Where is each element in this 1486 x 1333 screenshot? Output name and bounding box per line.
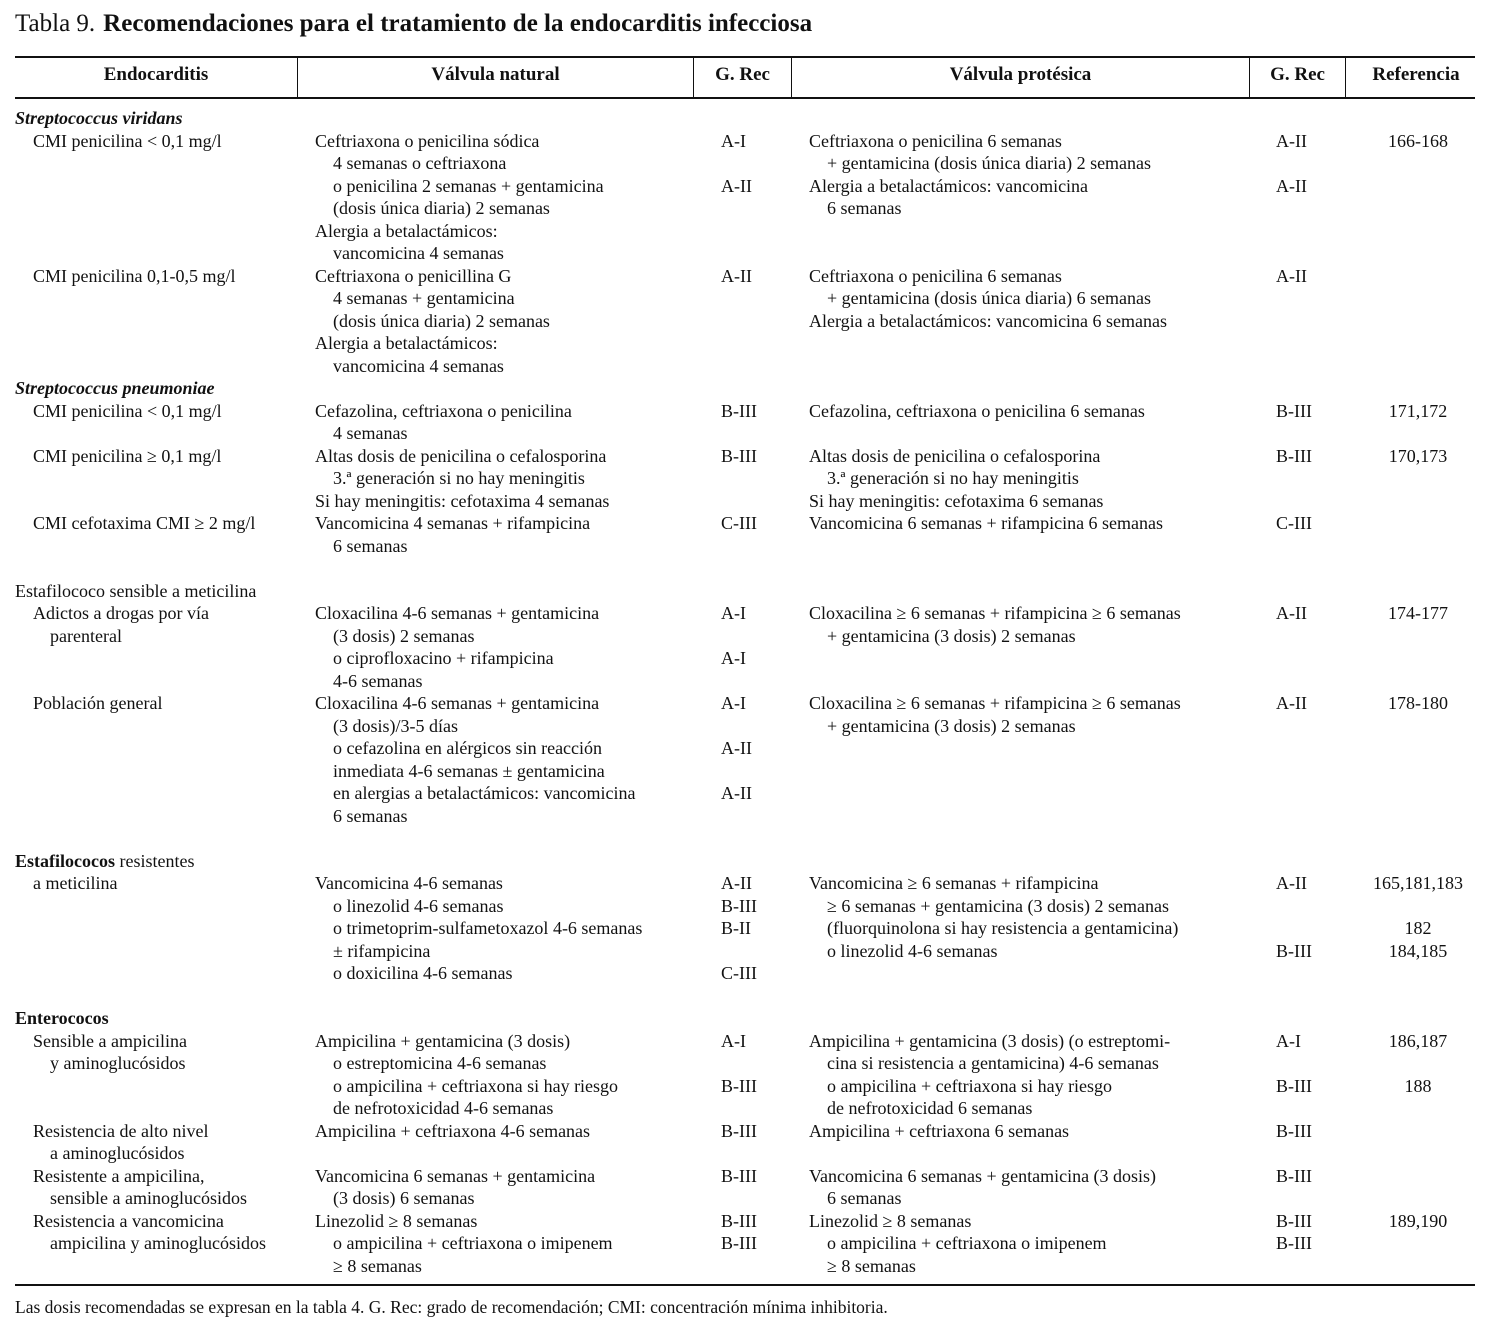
valvula-natural-cell: (3 dosis) 6 semanas — [333, 1188, 475, 1208]
grado-rec-natural-cell: A-I — [721, 131, 746, 151]
valvula-protesica-cell: o ampicilina + ceftriaxona si hay riesgo — [827, 1076, 1113, 1096]
header-valvula-natural: Válvula natural — [431, 64, 560, 85]
header-grado-rec-natural: G. Rec — [715, 64, 770, 85]
valvula-natural-cell: 4-6 semanas — [333, 671, 423, 691]
valvula-natural-cell: Vancomicina 4-6 semanas — [315, 873, 503, 893]
valvula-natural-cell: o cefazolina en alérgicos sin reacción — [333, 738, 603, 758]
grado-rec-natural-cell: B-III — [721, 1233, 757, 1253]
valvula-natural-cell: (3 dosis)/3-5 días — [333, 716, 458, 736]
valvula-protesica-cell: ≥ 8 semanas — [827, 1256, 916, 1276]
group-heading: Streptococcus viridans — [15, 108, 183, 128]
endocarditis-cell: CMI penicilina < 0,1 mg/l — [33, 401, 222, 421]
referencia-cell: 171,172 — [1388, 401, 1448, 421]
endocarditis-cell: Resistencia a vancomicina — [33, 1211, 224, 1231]
grado-rec-protesica-cell: B-III — [1276, 1166, 1312, 1186]
valvula-protesica-cell: Si hay meningitis: cefotaxima 6 semanas — [809, 491, 1104, 511]
valvula-natural-cell: (3 dosis) 2 semanas — [333, 626, 475, 646]
valvula-natural-cell: ≥ 8 semanas — [333, 1256, 422, 1276]
top-rule — [15, 56, 1475, 58]
valvula-natural-cell: en alergias a betalactámicos: vancomicina — [333, 783, 636, 803]
referencia-cell: 170,173 — [1388, 446, 1448, 466]
grado-rec-natural-cell: B-III — [721, 1166, 757, 1186]
valvula-protesica-cell: (fluorquinolona si hay resistencia a gentamicina) — [827, 918, 1179, 938]
grado-rec-protesica-cell: B-III — [1276, 401, 1312, 421]
endocarditis-cell: sensible a aminoglucósidos — [50, 1188, 247, 1208]
valvula-natural-cell: Alergia a betalactámicos: — [315, 333, 498, 353]
grado-rec-natural-cell: A-I — [721, 603, 746, 623]
endocarditis-cell: CMI penicilina ≥ 0,1 mg/l — [33, 446, 222, 466]
grado-rec-natural-cell: B-III — [721, 896, 757, 916]
grado-rec-protesica-cell: B-III — [1276, 446, 1312, 466]
valvula-protesica-cell: ≥ 6 semanas + gentamicina (3 dosis) 2 semanas — [827, 896, 1169, 916]
valvula-natural-cell: vancomicina 4 semanas — [333, 243, 504, 263]
valvula-protesica-cell: Alergia a betalactámicos: vancomicina 6 semanas — [809, 311, 1168, 331]
grado-rec-protesica-cell: A-II — [1276, 873, 1307, 893]
valvula-protesica-cell: + gentamicina (dosis única diaria) 2 semanas — [827, 153, 1152, 173]
valvula-natural-cell: o trimetoprim-sulfametoxazol 4-6 semanas — [333, 918, 643, 938]
grado-rec-natural-cell: A-II — [721, 873, 752, 893]
grado-rec-natural-cell: B-III — [721, 401, 757, 421]
grado-rec-natural-cell: A-II — [721, 738, 752, 758]
header-rule — [15, 97, 1475, 99]
valvula-protesica-cell: + gentamicina (3 dosis) 2 semanas — [827, 626, 1076, 646]
grado-rec-protesica-cell: A-II — [1276, 693, 1307, 713]
group-heading-suffix: resistentes — [114, 851, 195, 871]
valvula-protesica-cell: Vancomicina 6 semanas + rifampicina 6 semanas — [809, 513, 1164, 533]
endocarditis-cell: Estafilococo sensible a meticilina — [15, 581, 257, 601]
valvula-protesica-cell: Cefazolina, ceftriaxona o penicilina 6 semanas — [809, 401, 1145, 421]
table-caption: Recomendaciones para el tratamiento de la endocarditis infecciosa — [103, 10, 813, 37]
referencia-cell: 178-180 — [1388, 693, 1448, 713]
valvula-protesica-cell: Linezolid ≥ 8 semanas — [809, 1211, 972, 1231]
valvula-protesica-cell: 6 semanas — [827, 198, 902, 218]
valvula-protesica-cell: + gentamicina (dosis única diaria) 6 semanas — [827, 288, 1152, 308]
endocarditis-cell: CMI penicilina < 0,1 mg/l — [33, 131, 222, 151]
endocarditis-cell: Población general — [33, 693, 163, 713]
grado-rec-protesica-cell: A-II — [1276, 266, 1307, 286]
endocarditis-cell: a meticilina — [33, 873, 118, 893]
endocarditis-cell — [15, 1007, 295, 1030]
valvula-natural-cell: 6 semanas — [333, 806, 408, 826]
grado-rec-protesica-cell: B-III — [1276, 1211, 1312, 1231]
grado-rec-protesica-cell: B-III — [1276, 1076, 1312, 1096]
group-heading: Enterococos — [15, 1008, 109, 1028]
valvula-natural-cell: (dosis única diaria) 2 semanas — [333, 311, 550, 331]
referencia-cell: 182 — [1404, 918, 1432, 938]
header-endocarditis: Endocarditis — [103, 64, 209, 85]
endocarditis-cell: CMI cefotaxima CMI ≥ 2 mg/l — [33, 513, 256, 533]
referencia-cell: 189,190 — [1388, 1211, 1448, 1231]
referencia-cell: 165,181,183 — [1373, 873, 1463, 893]
valvula-protesica-cell: Vancomicina 6 semanas + gentamicina (3 dosis) — [809, 1166, 1157, 1186]
valvula-protesica-cell: Altas dosis de penicilina o cefalosporina — [809, 446, 1101, 466]
valvula-natural-cell: 4 semanas — [333, 423, 408, 443]
valvula-natural-cell: 4 semanas + gentamicina — [333, 288, 515, 308]
valvula-natural-cell: 4 semanas o ceftriaxona — [333, 153, 507, 173]
valvula-natural-cell: 6 semanas — [333, 536, 408, 556]
valvula-natural-cell: Cloxacilina 4-6 semanas + gentamicina — [315, 603, 600, 623]
valvula-protesica-cell: Ampicilina + ceftriaxona 6 semanas — [809, 1121, 1070, 1141]
grado-rec-natural-cell: A-II — [721, 266, 752, 286]
grado-rec-natural-cell: A-I — [721, 693, 746, 713]
grado-rec-natural-cell: C-III — [721, 513, 757, 533]
valvula-protesica-cell: 3.ª generación si no hay meningitis — [827, 468, 1079, 488]
header-valvula-protesica: Válvula protésica — [949, 64, 1092, 85]
valvula-natural-cell: (dosis única diaria) 2 semanas — [333, 198, 550, 218]
grado-rec-protesica-cell: A-II — [1276, 176, 1307, 196]
grado-rec-natural-cell: B-III — [721, 446, 757, 466]
grado-rec-natural-cell: A-II — [721, 176, 752, 196]
grado-rec-natural-cell: B-II — [721, 918, 751, 938]
grado-rec-protesica-cell: C-III — [1276, 513, 1312, 533]
valvula-protesica-cell: o ampicilina + ceftriaxona o imipenem — [827, 1233, 1107, 1253]
valvula-natural-cell: o ampicilina + ceftriaxona si hay riesgo — [333, 1076, 619, 1096]
valvula-natural-cell: inmediata 4-6 semanas ± gentamicina — [333, 761, 605, 781]
grado-rec-protesica-cell: B-III — [1276, 941, 1312, 961]
valvula-natural-cell: o doxicilina 4-6 semanas — [333, 963, 513, 983]
valvula-protesica-cell: Cloxacilina ≥ 6 semanas + rifampicina ≥ 6 semanas — [809, 693, 1181, 713]
valvula-natural-cell: Altas dosis de penicilina o cefalosporina — [315, 446, 607, 466]
footnote: Las dosis recomendadas se expresan en la tabla 4. G. Rec: grado de recomendación; CMI: concentración mínima inhibitoria. — [15, 1297, 888, 1317]
group-heading: Estafilococos — [15, 851, 115, 871]
grado-rec-natural-cell: A-I — [721, 648, 746, 668]
grado-rec-natural-cell: A-II — [721, 783, 752, 803]
referencia-cell: 184,185 — [1388, 941, 1448, 961]
valvula-natural-cell: 3.ª generación si no hay meningitis — [333, 468, 585, 488]
valvula-natural-cell: Linezolid ≥ 8 semanas — [315, 1211, 478, 1231]
endocarditis-cell: y aminoglucósidos — [50, 1053, 186, 1073]
endocarditis-cell — [15, 377, 295, 400]
valvula-natural-cell: Cloxacilina 4-6 semanas + gentamicina — [315, 693, 600, 713]
endocarditis-cell — [15, 850, 295, 873]
endocarditis-cell: parenteral — [50, 626, 122, 646]
grado-rec-protesica-cell: A-II — [1276, 131, 1307, 151]
endocarditis-cell: Resistencia de alto nivel — [33, 1121, 209, 1141]
valvula-natural-cell: Cefazolina, ceftriaxona o penicilina — [315, 401, 572, 421]
endocarditis-cell: a aminoglucósidos — [50, 1143, 185, 1163]
valvula-natural-cell: ± rifampicina — [333, 941, 431, 961]
valvula-protesica-cell: Vancomicina ≥ 6 semanas + rifampicina — [809, 873, 1099, 893]
referencia-cell: 166-168 — [1388, 131, 1448, 151]
valvula-natural-cell: Vancomicina 4 semanas + rifampicina — [315, 513, 591, 533]
valvula-protesica-cell: Ceftriaxona o penicilina 6 semanas — [809, 131, 1062, 151]
valvula-protesica-cell: Ceftriaxona o penicilina 6 semanas — [809, 266, 1062, 286]
valvula-protesica-cell: Cloxacilina ≥ 6 semanas + rifampicina ≥ 6 semanas — [809, 603, 1181, 623]
grado-rec-natural-cell: B-III — [721, 1211, 757, 1231]
group-heading: Streptococcus pneumoniae — [15, 378, 215, 398]
referencia-cell: 188 — [1404, 1076, 1432, 1096]
table-body — [0, 107, 1486, 1282]
grado-rec-protesica-cell: A-I — [1276, 1031, 1301, 1051]
table-number: Tabla 9. — [15, 10, 96, 37]
valvula-protesica-cell: Alergia a betalactámicos: vancomicina — [809, 176, 1089, 196]
valvula-natural-cell: Ceftriaxona o penicilina sódica — [315, 131, 540, 151]
valvula-natural-cell: Si hay meningitis: cefotaxima 4 semanas — [315, 491, 610, 511]
valvula-protesica-cell: cina si resistencia a gentamicina) 4-6 semanas — [827, 1053, 1159, 1073]
valvula-natural-cell: o penicilina 2 semanas + gentamicina — [333, 176, 604, 196]
endocarditis-cell: Adictos a drogas por vía — [33, 603, 209, 623]
grado-rec-natural-cell: B-III — [721, 1121, 757, 1141]
grado-rec-protesica-cell: A-II — [1276, 603, 1307, 623]
endocarditis-cell: Sensible a ampicilina — [33, 1031, 187, 1051]
endocarditis-cell: Resistente a ampicilina, — [33, 1166, 205, 1186]
table-title — [15, 10, 812, 38]
bottom-rule — [15, 1284, 1475, 1286]
valvula-natural-cell: o estreptomicina 4-6 semanas — [333, 1053, 547, 1073]
valvula-natural-cell: o ampicilina + ceftriaxona o imipenem — [333, 1233, 613, 1253]
referencia-cell: 186,187 — [1388, 1031, 1448, 1051]
valvula-natural-cell: vancomicina 4 semanas — [333, 356, 504, 376]
valvula-protesica-cell: + gentamicina (3 dosis) 2 semanas — [827, 716, 1076, 736]
valvula-natural-cell: Vancomicina 6 semanas + gentamicina — [315, 1166, 596, 1186]
valvula-natural-cell: Ampicilina + gentamicina (3 dosis) — [315, 1031, 571, 1051]
endocarditis-cell: ampicilina y aminoglucósidos — [50, 1233, 266, 1253]
valvula-protesica-cell: o linezolid 4-6 semanas — [827, 941, 998, 961]
valvula-protesica-cell: Ampicilina + gentamicina (3 dosis) (o estreptomi- — [809, 1031, 1171, 1051]
endocarditis-cell: CMI penicilina 0,1-0,5 mg/l — [33, 266, 236, 286]
valvula-protesica-cell: de nefrotoxicidad 6 semanas — [827, 1098, 1033, 1118]
valvula-natural-cell: Ceftriaxona o penicillina G — [315, 266, 512, 286]
grado-rec-natural-cell: C-III — [721, 963, 757, 983]
valvula-natural-cell: de nefrotoxicidad 4-6 semanas — [333, 1098, 554, 1118]
valvula-natural-cell: Alergia a betalactámicos: — [315, 221, 498, 241]
grado-rec-natural-cell: B-III — [721, 1076, 757, 1096]
grado-rec-protesica-cell: B-III — [1276, 1121, 1312, 1141]
valvula-natural-cell: Ampicilina + ceftriaxona 4-6 semanas — [315, 1121, 591, 1141]
header-referencia: Referencia — [1372, 64, 1460, 85]
grado-rec-protesica-cell: B-III — [1276, 1233, 1312, 1253]
header-grado-rec-protesica: G. Rec — [1270, 64, 1325, 85]
grado-rec-natural-cell: A-I — [721, 1031, 746, 1051]
referencia-cell: 174-177 — [1388, 603, 1448, 623]
valvula-natural-cell: o ciprofloxacino + rifampicina — [333, 648, 554, 668]
endocarditis-cell — [15, 107, 295, 130]
valvula-natural-cell: o linezolid 4-6 semanas — [333, 896, 504, 916]
valvula-protesica-cell: 6 semanas — [827, 1188, 902, 1208]
